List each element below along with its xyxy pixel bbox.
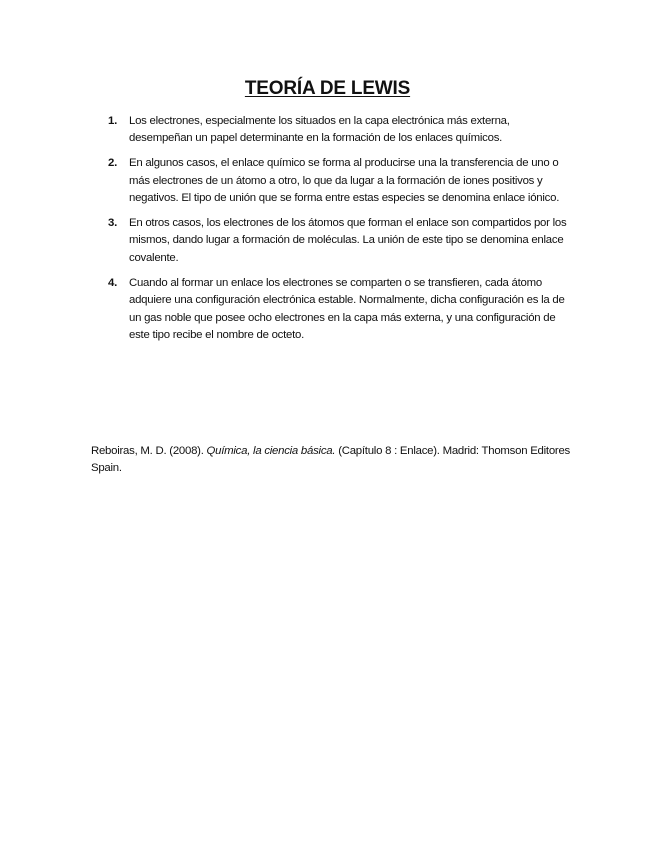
list-item-text: En algunos casos, el enlace químico se forma al producirse una la transferencia de uno o más electrones de un átomo a otro, lo que da lugar a la formación de iones positivos y negativos. El tipo de unión que se forma entre estas especies se denomina enlace iónico. <box>129 157 560 205</box>
list-item <box>108 215 568 267</box>
numbered-list <box>108 113 568 344</box>
list-item <box>108 155 568 207</box>
page-title: TEORÍA DE LEWIS <box>244 78 411 99</box>
list-item-number: 4. <box>108 276 117 289</box>
reference-author-year: Reboiras, M. D. (2008). <box>91 445 207 457</box>
list-item-number: 3. <box>108 217 117 230</box>
list-item-number: 1. <box>108 115 117 127</box>
list-item <box>108 275 568 345</box>
reference-book-title: Química, la ciencia básica. <box>206 445 336 457</box>
list-item-text: En otros casos, los electrones de los átomos que forman el enlace son compartidos por los mismos, dando lugar a formación de moléculas. La unión de este tipo se denomina enlace covalente. <box>129 217 567 264</box>
bibliographic-reference <box>91 443 571 478</box>
list-item-text: Los electrones, especialmente los situados en la capa electrónica más externa, desempeñan un papel determinante en la formación de los enlaces químicos. <box>129 115 510 145</box>
list-item-text: Cuando al formar un enlace los electrones se comparten o se transfieren, cada átomo adquiere una configuración electrónica estable. Normalmente, dicha configuración es la de un gas noble que posee ocho electrones en la capa más externa, y una configuración de este tipo recibe el nombre de octeto. <box>129 276 565 341</box>
list-item-number: 2. <box>108 157 117 170</box>
list-item <box>108 113 568 148</box>
reference-details: (Capítulo 8 : Enlace). Madrid: Thomson Editores Spain. <box>91 445 570 475</box>
